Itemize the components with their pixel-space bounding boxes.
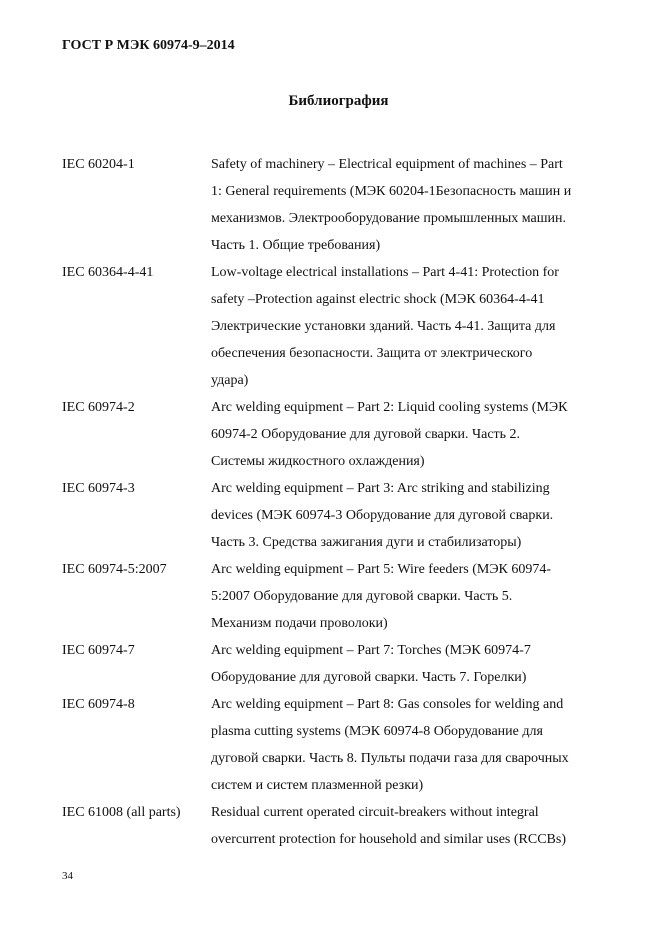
bibliography-entry [62, 556, 622, 637]
page-title: Библиография [288, 93, 389, 109]
description-line: Системы жидкостного охлаждения) [211, 454, 425, 469]
reference-code: IEC 60364-4-41 [62, 265, 154, 280]
reference-code: IEC 61008 (all parts) [62, 805, 181, 820]
description-line: обеспечения безопасности. Защита от электрического [211, 346, 533, 361]
description-line: удара) [211, 373, 249, 388]
reference-description [211, 259, 619, 394]
description-line: 60974-2 Оборудование для дуговой сварки. Часть 2. [211, 427, 521, 442]
reference-code: IEC 60974-8 [62, 697, 135, 712]
description-line: Часть 3. Средства зажигания дуги и стабилизаторы) [211, 535, 522, 550]
bibliography-entry [62, 691, 622, 799]
description-line: 1: General requirements (МЭК 60204-1Безопасность машин и [211, 184, 572, 199]
description-line: Оборудование для дуговой сварки. Часть 7. Горелки) [211, 670, 527, 685]
bibliography-entry [62, 475, 622, 556]
description-line: devices (МЭК 60974-3 Оборудование для дуговой сварки. [211, 508, 554, 523]
reference-description [211, 151, 619, 259]
description-line: 5:2007 Оборудование для дуговой сварки. Часть 5. [211, 589, 513, 604]
description-line: Arc welding equipment – Part 8: Gas consoles for welding and [211, 697, 564, 712]
description-line: Электрические установки зданий. Часть 4-41. Защита для [211, 319, 556, 334]
description-line: Часть 1. Общие требования) [211, 238, 381, 253]
bibliography-entry [62, 637, 622, 691]
reference-description [211, 691, 619, 799]
standard-designation: ГОСТ Р МЭК 60974-9–2014 [62, 38, 235, 53]
reference-description [211, 799, 619, 853]
description-line: механизмов. Электрооборудование промышленных машин. [211, 211, 566, 226]
reference-description [211, 394, 619, 475]
reference-description [211, 556, 619, 637]
reference-description [211, 637, 619, 691]
reference-code: IEC 60974-7 [62, 643, 135, 658]
reference-code: IEC 60974-5:2007 [62, 562, 167, 577]
bibliography-entry [62, 259, 622, 394]
description-line: Механизм подачи проволоки) [211, 616, 388, 631]
description-line: Safety of machinery – Electrical equipment of machines – Part [211, 157, 563, 172]
description-line: Arc welding equipment – Part 7: Torches (МЭК 60974-7 [211, 643, 531, 658]
description-line: Arc welding equipment – Part 3: Arc striking and stabilizing [211, 481, 550, 496]
page-number: 34 [62, 870, 73, 882]
description-line: систем и систем плазменной резки) [211, 778, 424, 793]
description-line: Residual current operated circuit-breakers without integral [211, 805, 539, 820]
reference-code: IEC 60974-2 [62, 400, 135, 415]
bibliography-entry [62, 799, 622, 853]
description-line: overcurrent protection for household and similar uses (RCCBs) [211, 832, 566, 847]
bibliography-entry [62, 394, 622, 475]
description-line: safety –Protection against electric shock (МЭК 60364-4-41 [211, 292, 545, 307]
reference-description [211, 475, 619, 556]
reference-code: IEC 60204-1 [62, 157, 135, 172]
description-line: plasma cutting systems (МЭК 60974-8 Оборудование для [211, 724, 543, 739]
bibliography-entry [62, 151, 622, 259]
description-line: Low-voltage electrical installations – Part 4-41: Protection for [211, 265, 559, 280]
reference-code: IEC 60974-3 [62, 481, 135, 496]
bibliography-list [62, 151, 622, 853]
description-line: Arc welding equipment – Part 5: Wire feeders (МЭК 60974- [211, 562, 552, 577]
description-line: дуговой сварки. Часть 8. Пульты подачи газа для сварочных [211, 751, 569, 766]
description-line: Arc welding equipment – Part 2: Liquid cooling systems (МЭК [211, 400, 568, 415]
